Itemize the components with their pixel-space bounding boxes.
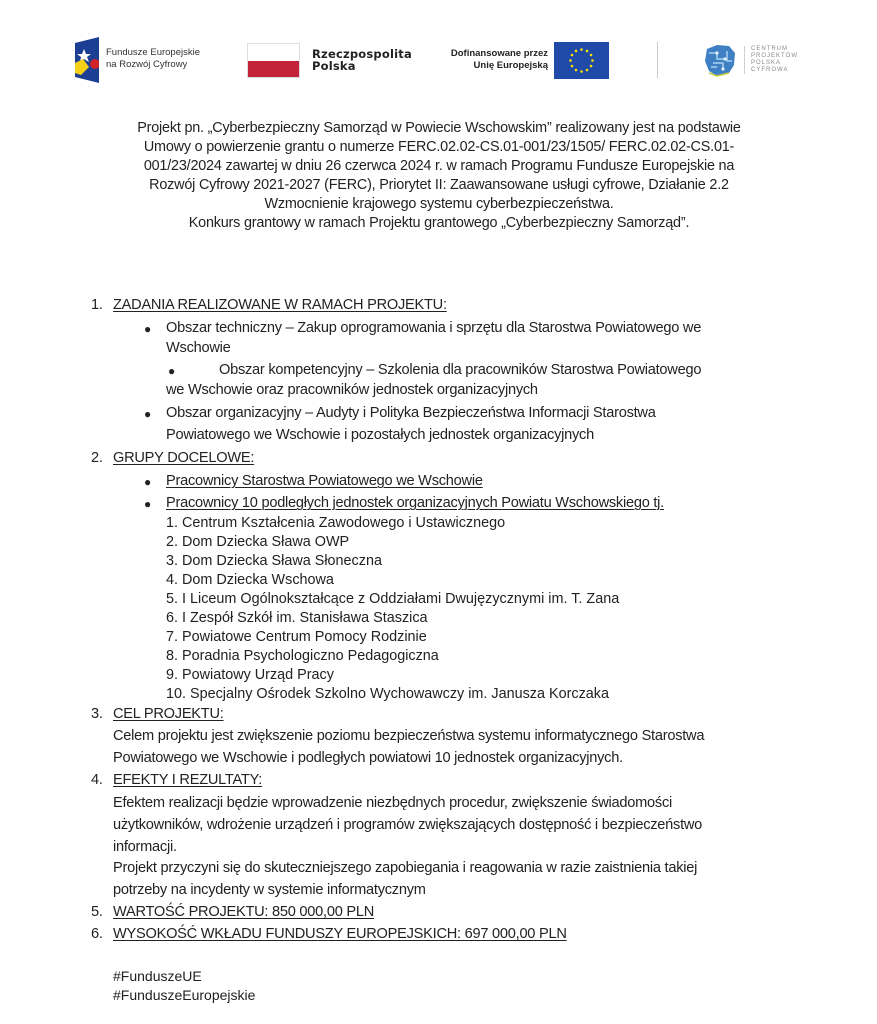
bullet-icon: ● (144, 497, 151, 511)
polish-flag-icon (247, 43, 300, 78)
cppc-line: PROJEKTÓW (751, 53, 799, 59)
bullet-icon: ● (168, 364, 175, 378)
eu-star-icon (571, 65, 574, 68)
cppc-separator (744, 46, 745, 74)
cppc-line: CYFROWA (751, 67, 789, 73)
eu-star-icon (575, 69, 578, 72)
unit-item: 9. Powiatowy Urząd Pracy (166, 667, 334, 683)
unit-item: 1. Centrum Kształcenia Zawodowego i Ustawicznego (166, 515, 506, 531)
unit-item: 4. Dom Dziecka Wschowa (166, 572, 334, 588)
section-number: 3. (91, 706, 103, 722)
eu-flag-icon (554, 42, 609, 79)
section-number: 2. (91, 450, 103, 466)
bullet-icon: ● (144, 475, 151, 489)
section-title: CEL PROJEKTU: (113, 706, 224, 722)
logo-divider (657, 42, 658, 78)
bullet-text: Obszar organizacyjny – Audyty i Polityka Bezpieczeństwa Informacji Starostwa (166, 405, 656, 421)
eu-star-icon (590, 54, 593, 57)
section-text: Projekt przyczyni się do skuteczniejszego zapobiegania i reagowania w razie zaistnienia takiej (113, 860, 698, 876)
cppc-logo-text (751, 46, 798, 74)
section-text: Celem projektu jest zwiększenie poziomu bezpieczeństwa systemu informatycznego Starostwa (113, 728, 705, 744)
eu-star-icon (571, 54, 574, 57)
unit-item: 10. Specjalny Ośrodek Szkolno Wychowawczy im. Janusza Korczaka (166, 686, 609, 702)
unit-item: 7. Powiatowe Centrum Pomocy Rodzinie (166, 629, 427, 645)
pl-logo-line1: Rzeczpospolita (312, 47, 412, 61)
pl-logo-text (312, 48, 412, 72)
eu-star-icon (591, 59, 594, 62)
hashtags (113, 967, 255, 1005)
section-text: Efektem realizacji będzie wprowadzenie niezbędnych procedur, zwiększenie świadomości (113, 795, 672, 811)
intro-line: Umowy o powierzenie grantu o numerze FERC.02.02-CS.01-001/23/1505/ FERC.02.02-CS.01- (143, 139, 735, 155)
eu-star-icon (580, 70, 583, 73)
unit-item: 3. Dom Dziecka Sława Słoneczna (166, 553, 382, 569)
section-title: GRUPY DOCELOWE: (113, 450, 255, 466)
fe-logo-text (106, 47, 200, 71)
eu-star-icon (590, 65, 593, 68)
fe-logo-line1: Fundusze Europejskie (106, 47, 200, 58)
section-text: potrzeby na incydenty w systemie informatycznym (113, 882, 426, 898)
hashtag: #FunduszeUE (113, 968, 202, 984)
intro-line: 001/23/2024 zawartej w dniu 26 czerwca 2024 r. w ramach Programu Fundusze Europejskie na (143, 158, 735, 174)
bullet-text: Obszar kompetencyjny – Szkolenia dla pracowników Starostwa Powiatowego (219, 362, 702, 378)
section-number: 5. (91, 904, 103, 920)
logo-bar (0, 0, 877, 110)
unit-item: 8. Poradnia Psychologiczno Pedagogiczna (166, 648, 439, 664)
section-text: informacji. (113, 839, 177, 855)
bullet-text: we Wschowie oraz pracowników jednostek organizacyjnych (166, 382, 538, 398)
unit-item: 6. I Zespół Szkół im. Stanisława Staszica (166, 610, 428, 626)
eu-star-icon (580, 48, 583, 51)
eu-star-icon (586, 69, 589, 72)
bullet-icon: ● (144, 407, 151, 421)
bullet-text: Wschowie (166, 340, 231, 356)
bullet-text: Pracownicy Starostwa Powiatowego we Wschowie (166, 473, 483, 489)
intro-line: Wzmocnienie krajowego systemu cyberbezpieczeństwa. (264, 196, 614, 212)
section-title: WYSOKOŚĆ WKŁADU FUNDUSZY EUROPEJSKICH: 697 000,00 PLN (113, 926, 567, 942)
pl-logo-line2: Polska (312, 59, 356, 73)
fe-logo-line2: na Rozwój Cyfrowy (106, 59, 188, 70)
fe-logo-icon (75, 37, 99, 83)
unit-item: 5. I Liceum Ogólnokształcące z Oddziałami Dwujęzycznymi im. T. Zana (166, 591, 620, 607)
section-text: Powiatowego we Wschowie i podległych powiatowi 10 jednostek organizacyjnych. (113, 750, 623, 766)
eu-star-icon (575, 50, 578, 53)
eu-logo-line1: Dofinansowane przez (450, 48, 548, 59)
section-title: EFEKTY I REZULTATY: (113, 772, 263, 788)
bullet-text: Pracownicy 10 podległych jednostek organizacyjnych Powiatu Wschowskiego tj. (166, 495, 664, 511)
intro-line: Projekt pn. „Cyberbezpieczny Samorząd w Powiecie Wschowskim” realizowany jest na podstawie (137, 120, 741, 136)
intro-line: Konkurs grantowy w ramach Projektu grantowego „Cyberbezpieczny Samorząd”. (188, 215, 690, 231)
eu-logo-line2: Unię Europejską (473, 60, 548, 71)
section-number: 6. (91, 926, 103, 942)
section-number: 1. (91, 297, 103, 313)
bullet-text: Obszar techniczny – Zakup oprogramowania i sprzętu dla Starostwa Powiatowego we (166, 320, 702, 336)
unit-item: 2. Dom Dziecka Sława OWP (166, 534, 350, 550)
section-text: użytkowników, wdrożenie urządzeń i programów zwiększających dostępność i bezpieczeństwo (113, 817, 703, 833)
eu-star-icon (586, 50, 589, 53)
hashtag: #FunduszeEuropejskie (113, 987, 256, 1003)
section-number: 4. (91, 772, 103, 788)
intro-line: Rozwój Cyfrowy 2021-2027 (FERC), Priorytet II: Zaawansowane usługi cyfrowe, Działanie 2.2 (149, 177, 729, 193)
bullet-text: Powiatowego we Wschowie i pozostałych jednostek organizacyjnych (166, 427, 594, 443)
cppc-line: POLSKA (751, 60, 782, 66)
section-title: WARTOŚĆ PROJEKTU: 850 000,00 PLN (113, 904, 375, 920)
eu-logo-text (440, 48, 548, 72)
eu-star-icon (569, 59, 572, 62)
intro-paragraph (82, 119, 796, 233)
cppc-logo-icon (703, 43, 737, 77)
cppc-line: CENTRUM (751, 46, 788, 52)
section-title: ZADANIA REALIZOWANE W RAMACH PROJEKTU: (113, 297, 447, 313)
bullet-icon: ● (144, 322, 151, 336)
